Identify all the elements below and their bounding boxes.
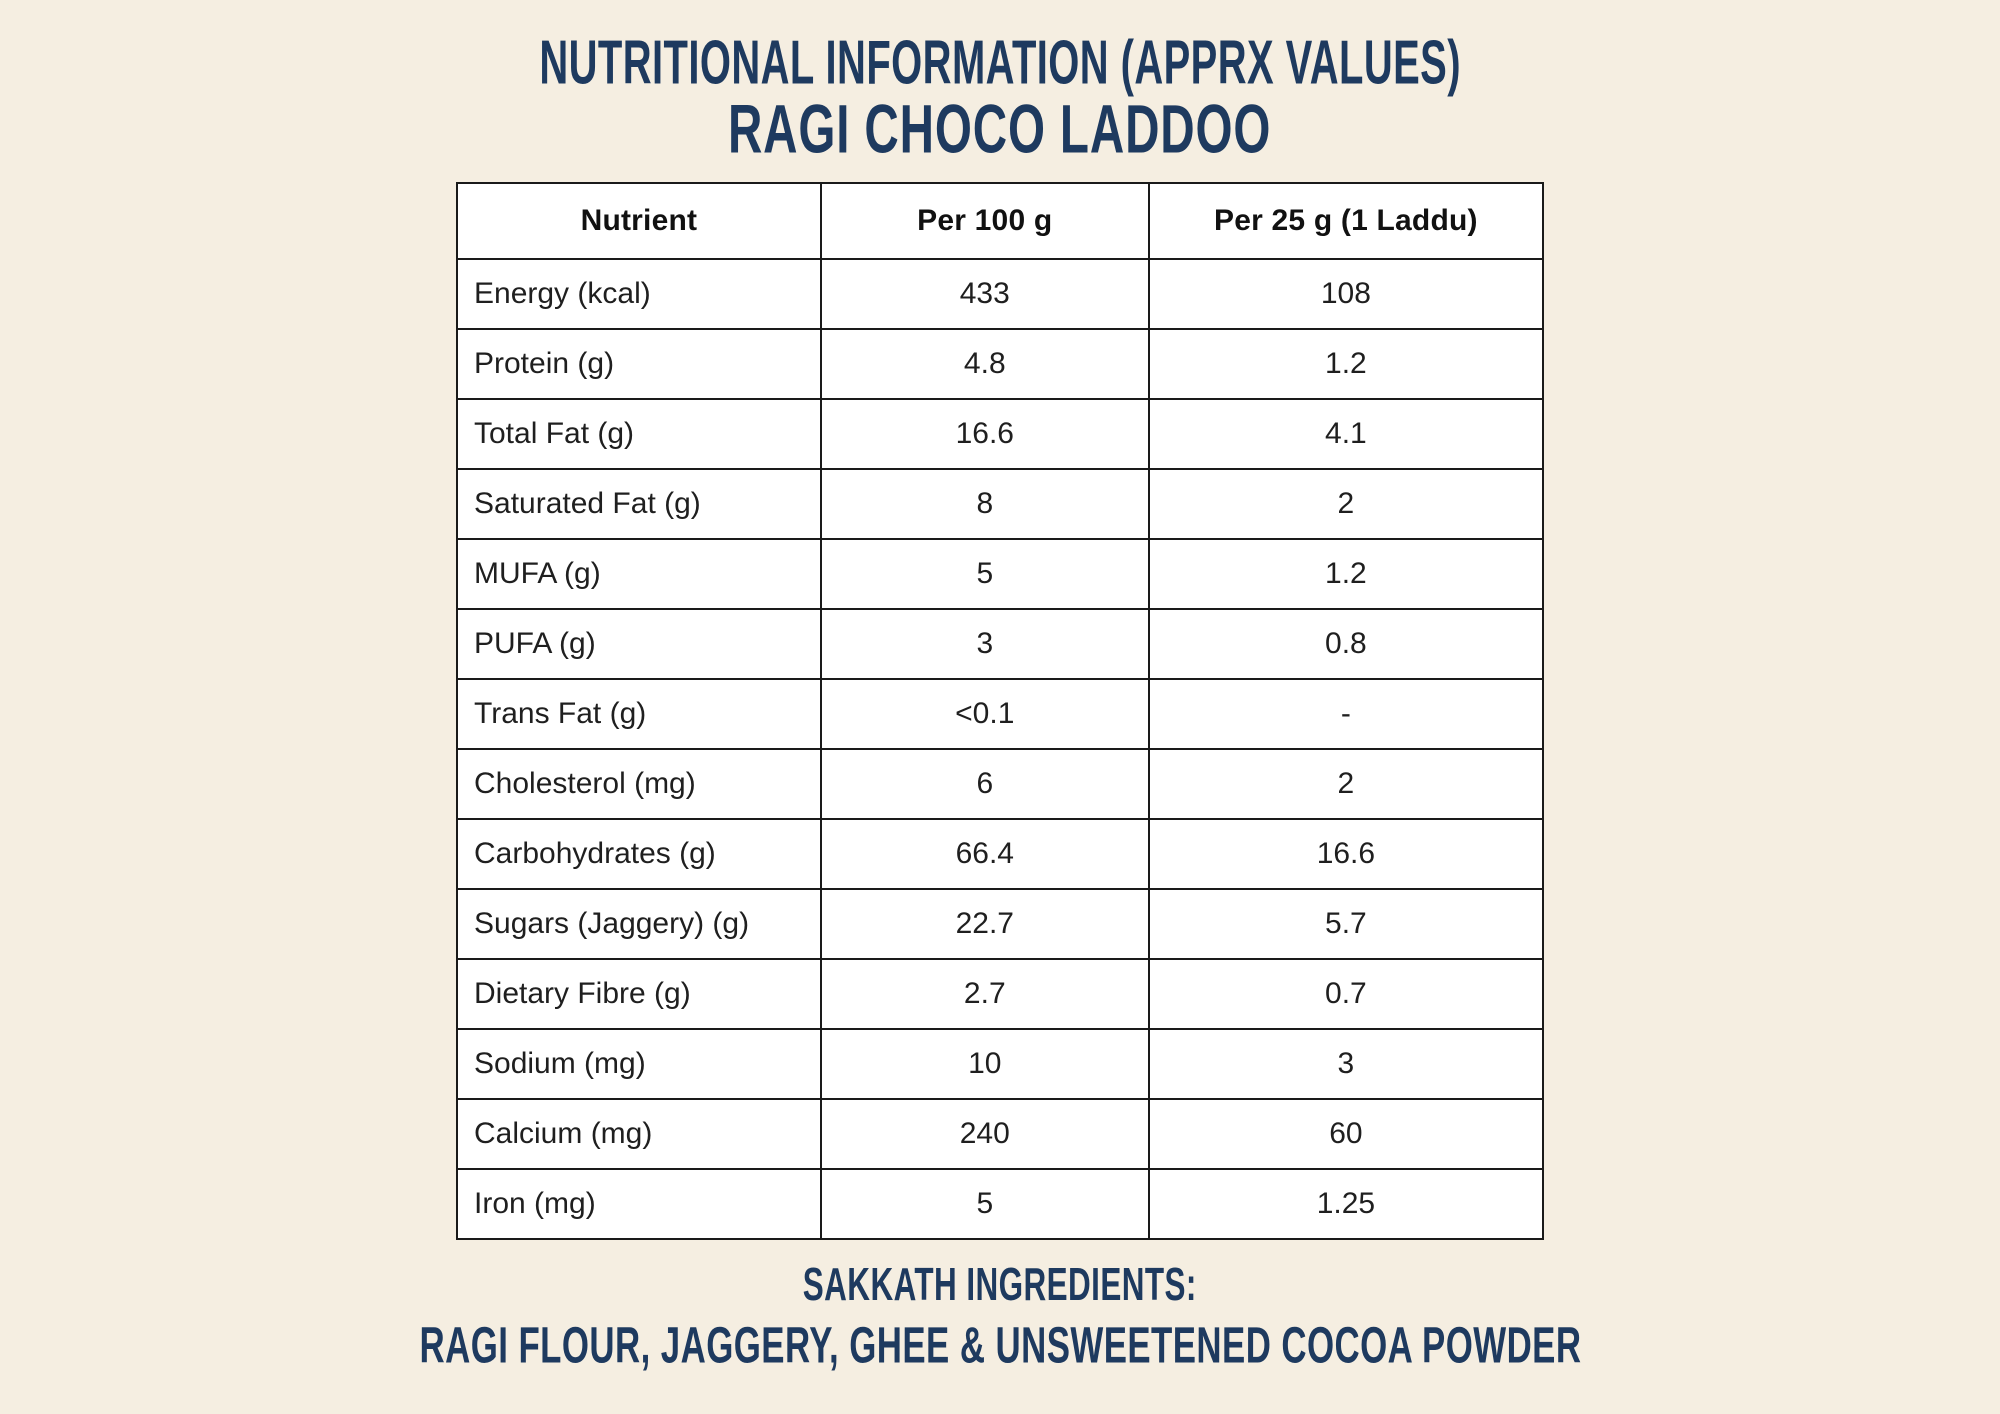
nutrient-name: Cholesterol (mg) — [457, 749, 821, 819]
nutrient-name: Sugars (Jaggery) (g) — [457, 889, 821, 959]
nutrient-value: 60 — [1149, 1099, 1543, 1169]
nutrient-name: Sodium (mg) — [457, 1029, 821, 1099]
nutrient-value: 66.4 — [821, 819, 1149, 889]
table-row — [457, 1169, 1543, 1239]
nutrient-value: <0.1 — [821, 679, 1149, 749]
subtitle-row — [0, 90, 2000, 168]
table-body — [457, 259, 1543, 1239]
nutrient-value: 22.7 — [821, 889, 1149, 959]
table-row — [457, 889, 1543, 959]
product-name: RAGI CHOCO LADDOO — [728, 90, 1272, 167]
table-row — [457, 329, 1543, 399]
table-header — [457, 183, 1543, 259]
nutrient-name: Calcium (mg) — [457, 1099, 821, 1169]
nutrient-value: 0.8 — [1149, 609, 1543, 679]
nutrient-value: 3 — [821, 609, 1149, 679]
nutrient-value: 16.6 — [821, 399, 1149, 469]
nutrient-value: 3 — [1149, 1029, 1543, 1099]
nutrient-value: 0.7 — [1149, 959, 1543, 1029]
nutrient-value: 433 — [821, 259, 1149, 329]
ingredients-heading: SAKKATH INGREDIENTS: — [802, 1258, 1198, 1310]
nutrient-name: PUFA (g) — [457, 609, 821, 679]
nutrient-value: 240 — [821, 1099, 1149, 1169]
ingredients-footer — [0, 1258, 2000, 1382]
nutrient-value: 1.2 — [1149, 329, 1543, 399]
nutrient-value: 2.7 — [821, 959, 1149, 1029]
nutrition-table — [456, 182, 1544, 1240]
nutrient-value: 16.6 — [1149, 819, 1543, 889]
nutrient-value: 4.1 — [1149, 399, 1543, 469]
table-row — [457, 399, 1543, 469]
ingredients-list: RAGI FLOUR, JAGGERY, GHEE & UNSWEETENED COCOA POWDER — [419, 1316, 1581, 1374]
table-row — [457, 469, 1543, 539]
nutrient-name: Total Fat (g) — [457, 399, 821, 469]
table-header-row — [457, 183, 1543, 259]
column-header-1: Per 100 g — [821, 183, 1149, 259]
table-row — [457, 1029, 1543, 1099]
title-row — [0, 0, 2000, 96]
table-row — [457, 959, 1543, 1029]
nutrient-value: 1.25 — [1149, 1169, 1543, 1239]
nutrient-value: 8 — [821, 469, 1149, 539]
nutrient-name: Trans Fat (g) — [457, 679, 821, 749]
table-row — [457, 539, 1543, 609]
nutrient-name: Protein (g) — [457, 329, 821, 399]
table-row — [457, 1099, 1543, 1169]
nutrient-name: Saturated Fat (g) — [457, 469, 821, 539]
table-row — [457, 259, 1543, 329]
nutrient-value: 2 — [1149, 469, 1543, 539]
nutrient-value: 2 — [1149, 749, 1543, 819]
column-header-2: Per 25 g (1 Laddu) — [1149, 183, 1543, 259]
table-row — [457, 609, 1543, 679]
nutrient-value: - — [1149, 679, 1543, 749]
nutrient-value: 1.2 — [1149, 539, 1543, 609]
nutrient-value: 5 — [821, 539, 1149, 609]
nutrient-value: 5.7 — [1149, 889, 1543, 959]
nutrient-value: 5 — [821, 1169, 1149, 1239]
table-row — [457, 819, 1543, 889]
nutrient-value: 108 — [1149, 259, 1543, 329]
table-row — [457, 679, 1543, 749]
nutrient-value: 6 — [821, 749, 1149, 819]
nutrient-name: Iron (mg) — [457, 1169, 821, 1239]
column-header-0: Nutrient — [457, 183, 821, 259]
nutrient-name: Carbohydrates (g) — [457, 819, 821, 889]
page-title: NUTRITIONAL INFORMATION (APPRX VALUES) — [539, 26, 1461, 97]
nutrient-name: MUFA (g) — [457, 539, 821, 609]
table-row — [457, 749, 1543, 819]
nutrient-value: 4.8 — [821, 329, 1149, 399]
nutrient-name: Energy (kcal) — [457, 259, 821, 329]
nutrient-name: Dietary Fibre (g) — [457, 959, 821, 1029]
nutrient-value: 10 — [821, 1029, 1149, 1099]
